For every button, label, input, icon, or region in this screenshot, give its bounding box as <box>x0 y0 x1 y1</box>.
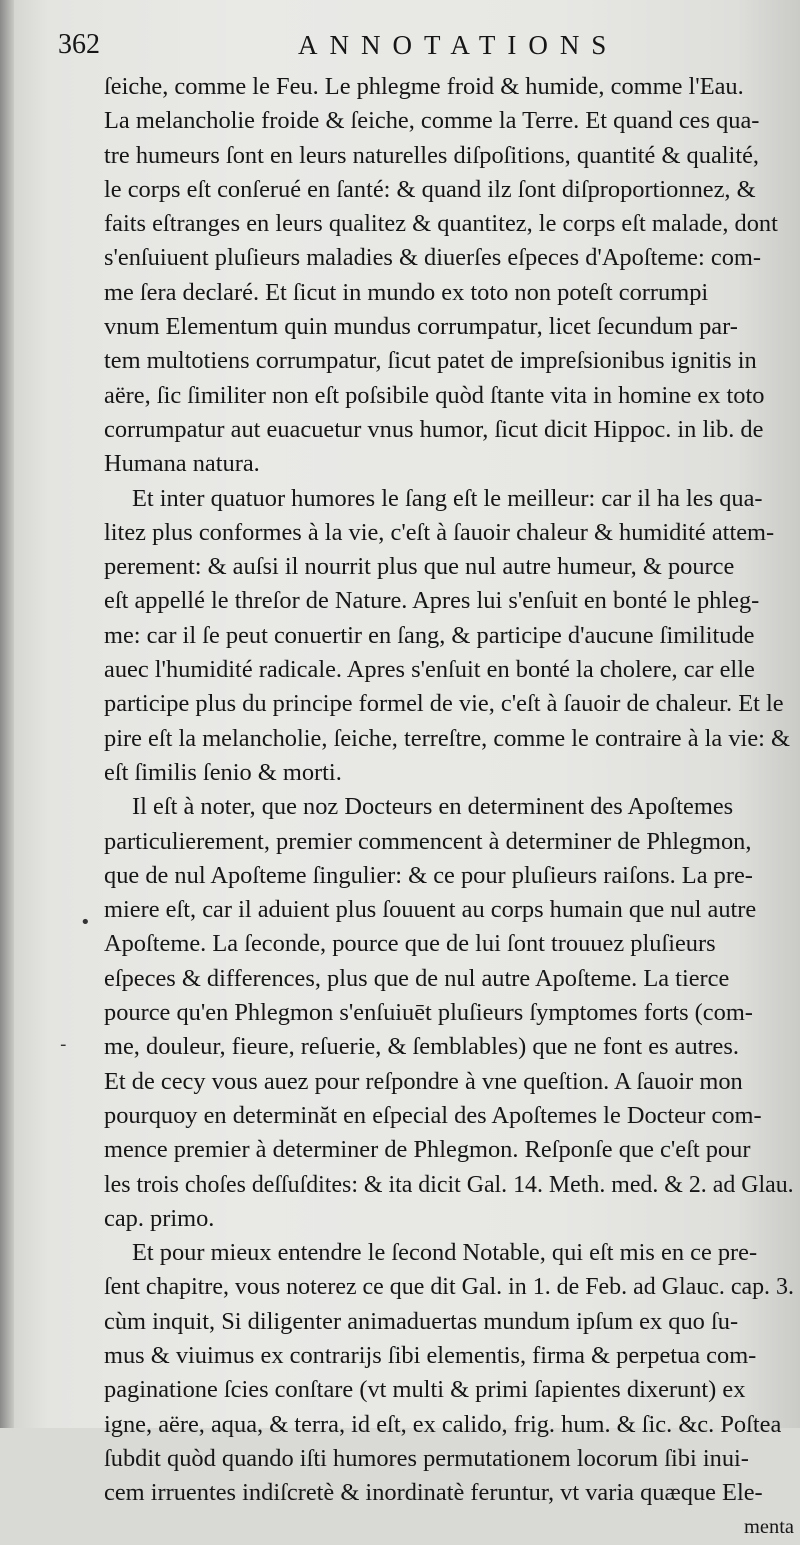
margin-dash-mark: - <box>60 1034 67 1055</box>
text-line: les trois choſes deſſuſdites: & ita dicit Gal. 14. Meth. med. & 2. ad Glau. <box>104 1171 794 1198</box>
text-line: cem irruentes indiſcretè & inordinatè feruntur, vt varia quæque Ele- <box>104 1479 763 1507</box>
text-line: tem multotiens corrumpatur, ſicut patet de impreſsionibus ignitis in <box>104 347 757 375</box>
text-line: Apoſteme. La ſeconde, pource que de lui ſont trouuez pluſieurs <box>104 930 716 958</box>
text-line: participe plus du principe formel de vie, c'eſt à ſauoir de chaleur. Et le <box>104 690 784 718</box>
paragraph-3 <box>104 790 794 1236</box>
page-header <box>58 22 778 68</box>
text-line: Humana natura. <box>104 450 260 478</box>
text-line: tre humeurs ſont en leurs naturelles diſpoſitions, quantité & qualité, <box>104 141 760 169</box>
text-line: me: car il ſe peut conuertir en ſang, & participe d'aucune ſimilitude <box>104 621 755 649</box>
text-line: menta <box>744 1516 794 1539</box>
text-line: ſubdit quòd quando iſti humores permutationem locorum ſibi inui- <box>104 1444 749 1472</box>
text-line: corrumpatur aut euacuetur vnus humor, ſicut dicit Hippoc. in lib. de <box>104 415 764 443</box>
text-line: auec l'humidité radicale. Apres s'enſuit en bonté la cholere, car elle <box>104 656 755 684</box>
text-line: pource qu'en Phlegmon s'enſuiuēt pluſieurs ſymptomes forts (com- <box>104 999 753 1027</box>
text-line: me ſera declaré. Et ſicut in mundo ex toto non poteſt corrumpi <box>104 278 709 306</box>
paragraph-1 <box>104 70 794 482</box>
text-line: cùm inquit, Si diligenter animaduertas mundum ipſum ex quo ſu- <box>104 1307 739 1335</box>
paragraph-2 <box>104 482 794 791</box>
text-line: mus & viuimus ex contrarijs ſibi elementis, firma & perpetua com- <box>104 1341 757 1369</box>
text-line: eſt ſimilis ſenio & morti. <box>104 758 342 786</box>
text-line: que de nul Apoſteme ſingulier: & ce pour pluſieurs raiſons. La pre- <box>104 861 753 889</box>
book-gutter-shadow <box>0 0 14 1428</box>
text-line: le corps eſt conſerué en ſanté: & quand ilz ſont diſproportionnez, & <box>104 175 756 203</box>
text-line: miere eſt, car il aduient plus ſouuent au corps humain que nul autre <box>104 896 757 924</box>
text-line: Et pour mieux entendre le ſecond Notable, qui eſt mis en ce pre- <box>132 1239 758 1267</box>
text-line: s'enſuiuent pluſieurs maladies & diuerſes eſpeces d'Apoſteme: com- <box>104 244 761 272</box>
text-line: ſeiche, comme le Feu. Le phlegme froid & humide, comme l'Eau. <box>104 73 744 100</box>
text-line: pourquoy en determinăt en eſpecial des Apoſtemes le Docteur com- <box>104 1101 762 1129</box>
text-line: paginatione ſcies conſtare (vt multi & primi ſapientes dixerunt) ex <box>104 1376 746 1404</box>
text-line: me, douleur, fieure, reſuerie, & ſemblables) que ne font es autres. <box>104 1033 739 1061</box>
text-line: aëre, ſic ſimiliter non eſt poſsibile quòd ſtante vita in homine ex toto <box>104 381 765 409</box>
text-line: Et de cecy vous auez pour reſpondre à vne queſtion. A ſauoir mon <box>104 1067 743 1095</box>
text-line: Et inter quatuor humores le ſang eſt le meilleur: car il ha les qua- <box>132 484 763 512</box>
text-line: litez plus conformes à la vie, c'eſt à ſauoir chaleur & humidité attem- <box>104 518 775 546</box>
text-line: La melancholie froide & ſeiche, comme la Terre. Et quand ces qua- <box>104 107 760 135</box>
text-line: particulierement, premier commencent à determiner de Phlegmon, <box>104 827 752 855</box>
text-line: pire eſt la melancholie, ſeiche, terreſtre, comme le contraire à la vie: & <box>104 724 790 752</box>
text-line: eſpeces & differences, plus que de nul autre Apoſteme. La tierce <box>104 964 730 992</box>
text-line: faits eſtranges en leurs qualitez & quantitez, le corps eſt malade, dont <box>104 210 778 238</box>
body-text <box>104 70 794 1545</box>
page-number: 362 <box>58 29 100 60</box>
text-line: igne, aëre, aqua, & terra, id eſt, ex calido, frig. hum. & ſic. &c. Poſtea <box>104 1410 782 1438</box>
text-line: ſent chapitre, vous noterez ce que dit Gal. in 1. de Feb. ad Glauc. cap. 3. <box>104 1274 794 1301</box>
text-line: cap. primo. <box>104 1204 215 1232</box>
text-line: Il eſt à noter, que noz Docteurs en determinent des Apoſtemes <box>132 793 734 821</box>
running-head: ANNOTATIONS <box>298 30 619 60</box>
text-line: eſt appellé le threſor de Nature. Apres lui s'enſuit en bonté le phleg- <box>104 587 760 615</box>
text-line: mence premier à determiner de Phlegmon. Reſponſe que c'eſt pour <box>104 1136 751 1164</box>
text-line: perement: & auſsi il nourrit plus que nul autre humeur, & pource <box>104 553 735 581</box>
paragraph-4 <box>104 1236 794 1545</box>
margin-dot-mark: • <box>80 912 91 933</box>
text-line: vnum Elementum quin mundus corrumpatur, licet ſecundum par- <box>104 313 738 341</box>
